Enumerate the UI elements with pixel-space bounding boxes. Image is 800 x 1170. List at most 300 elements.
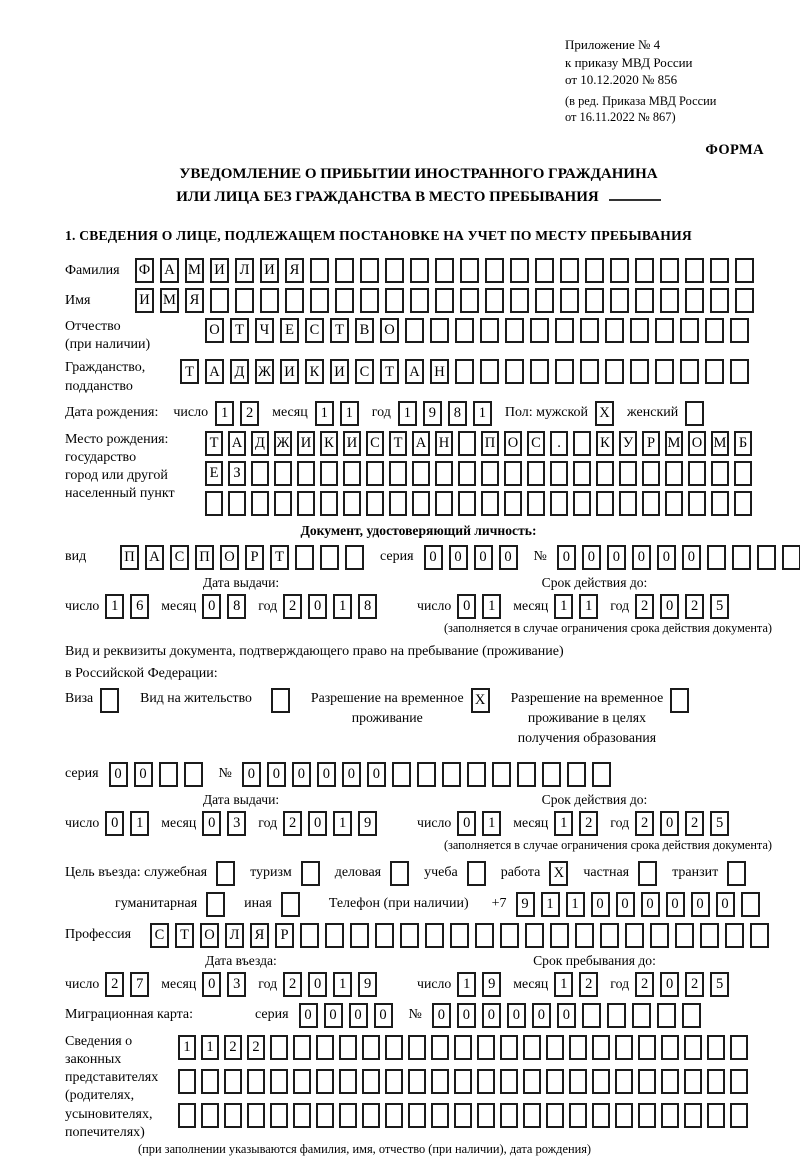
char-cell[interactable]: [610, 288, 629, 313]
char-cell[interactable]: 0: [657, 545, 676, 570]
char-cell[interactable]: 2: [224, 1035, 242, 1060]
char-cell[interactable]: [385, 258, 404, 283]
char-cell[interactable]: 0: [507, 1003, 526, 1028]
char-cell[interactable]: 2: [685, 972, 704, 997]
char-cell[interactable]: [389, 491, 407, 516]
char-cell[interactable]: [596, 461, 614, 486]
char-cell[interactable]: [505, 318, 524, 343]
char-cell[interactable]: Т: [175, 923, 194, 948]
char-cell[interactable]: [550, 923, 569, 948]
char-cell[interactable]: 0: [682, 545, 701, 570]
char-cell[interactable]: [339, 1069, 357, 1094]
char-cell[interactable]: [734, 461, 752, 486]
char-cell[interactable]: 0: [532, 1003, 551, 1028]
char-cell[interactable]: [615, 1103, 633, 1128]
char-cell[interactable]: 1: [473, 401, 492, 426]
char-cell[interactable]: К: [305, 359, 324, 384]
char-cell[interactable]: [454, 1069, 472, 1094]
char-cell[interactable]: [480, 359, 499, 384]
char-cell[interactable]: [201, 1069, 219, 1094]
char-cell[interactable]: [431, 1103, 449, 1128]
char-cell[interactable]: 0: [632, 545, 651, 570]
char-cell[interactable]: [485, 288, 504, 313]
char-cell[interactable]: [661, 1103, 679, 1128]
char-cell[interactable]: Т: [230, 318, 249, 343]
checkbox-cell[interactable]: [670, 688, 689, 713]
char-cell[interactable]: 2: [579, 972, 598, 997]
checkbox-cell[interactable]: [271, 688, 290, 713]
char-cell[interactable]: [235, 288, 254, 313]
char-cell[interactable]: [460, 288, 479, 313]
checkbox-cell[interactable]: [467, 861, 486, 886]
char-cell[interactable]: [592, 1069, 610, 1094]
char-cell[interactable]: 8: [448, 401, 467, 426]
checkbox-cell[interactable]: [281, 892, 300, 917]
checkbox-cell[interactable]: [390, 861, 409, 886]
char-cell[interactable]: [505, 359, 524, 384]
char-cell[interactable]: [705, 359, 724, 384]
char-cell[interactable]: [500, 1103, 518, 1128]
char-cell[interactable]: [615, 1069, 633, 1094]
char-cell[interactable]: Ж: [274, 431, 292, 456]
char-cell[interactable]: [535, 288, 554, 313]
char-cell[interactable]: Т: [389, 431, 407, 456]
char-cell[interactable]: 1: [482, 811, 501, 836]
char-cell[interactable]: 2: [247, 1035, 265, 1060]
char-cell[interactable]: [630, 318, 649, 343]
char-cell[interactable]: [504, 491, 522, 516]
char-cell[interactable]: Е: [280, 318, 299, 343]
char-cell[interactable]: 0: [449, 545, 468, 570]
char-cell[interactable]: М: [185, 258, 204, 283]
char-cell[interactable]: [625, 923, 644, 948]
char-cell[interactable]: 0: [666, 892, 685, 917]
char-cell[interactable]: [680, 359, 699, 384]
char-cell[interactable]: 2: [685, 594, 704, 619]
char-cell[interactable]: 2: [283, 972, 302, 997]
char-cell[interactable]: А: [145, 545, 164, 570]
char-cell[interactable]: [682, 1003, 701, 1028]
char-cell[interactable]: [560, 258, 579, 283]
char-cell[interactable]: [475, 923, 494, 948]
char-cell[interactable]: [385, 288, 404, 313]
char-cell[interactable]: [523, 1035, 541, 1060]
char-cell[interactable]: 0: [299, 1003, 318, 1028]
char-cell[interactable]: И: [135, 288, 154, 313]
char-cell[interactable]: [580, 318, 599, 343]
char-cell[interactable]: [732, 545, 751, 570]
checkbox-cell[interactable]: [216, 861, 235, 886]
char-cell[interactable]: [730, 1069, 748, 1094]
char-cell[interactable]: М: [711, 431, 729, 456]
char-cell[interactable]: [400, 923, 419, 948]
char-cell[interactable]: М: [160, 288, 179, 313]
char-cell[interactable]: [450, 923, 469, 948]
char-cell[interactable]: [500, 1069, 518, 1094]
char-cell[interactable]: [392, 762, 411, 787]
char-cell[interactable]: 0: [716, 892, 735, 917]
char-cell[interactable]: [310, 288, 329, 313]
char-cell[interactable]: 0: [342, 762, 361, 787]
char-cell[interactable]: [316, 1035, 334, 1060]
char-cell[interactable]: [592, 762, 611, 787]
char-cell[interactable]: И: [343, 431, 361, 456]
char-cell[interactable]: З: [228, 461, 246, 486]
char-cell[interactable]: [575, 923, 594, 948]
char-cell[interactable]: П: [120, 545, 139, 570]
char-cell[interactable]: [684, 1103, 702, 1128]
char-cell[interactable]: [605, 359, 624, 384]
char-cell[interactable]: [366, 491, 384, 516]
char-cell[interactable]: [260, 288, 279, 313]
char-cell[interactable]: 7: [130, 972, 149, 997]
char-cell[interactable]: [585, 288, 604, 313]
char-cell[interactable]: [481, 491, 499, 516]
char-cell[interactable]: Р: [245, 545, 264, 570]
char-cell[interactable]: [460, 258, 479, 283]
char-cell[interactable]: [635, 258, 654, 283]
char-cell[interactable]: И: [297, 431, 315, 456]
char-cell[interactable]: 0: [482, 1003, 501, 1028]
char-cell[interactable]: 0: [457, 594, 476, 619]
char-cell[interactable]: [385, 1035, 403, 1060]
char-cell[interactable]: [710, 258, 729, 283]
char-cell[interactable]: [405, 318, 424, 343]
checkbox-cell[interactable]: [100, 688, 119, 713]
char-cell[interactable]: [297, 461, 315, 486]
char-cell[interactable]: [178, 1103, 196, 1128]
checkbox-cell[interactable]: [638, 861, 657, 886]
char-cell[interactable]: [247, 1069, 265, 1094]
char-cell[interactable]: 1: [333, 594, 352, 619]
char-cell[interactable]: [297, 491, 315, 516]
char-cell[interactable]: [251, 461, 269, 486]
char-cell[interactable]: [661, 1035, 679, 1060]
char-cell[interactable]: [228, 491, 246, 516]
char-cell[interactable]: 0: [308, 811, 327, 836]
char-cell[interactable]: [410, 258, 429, 283]
char-cell[interactable]: [442, 762, 461, 787]
char-cell[interactable]: [725, 923, 744, 948]
char-cell[interactable]: [467, 762, 486, 787]
char-cell[interactable]: [300, 923, 319, 948]
char-cell[interactable]: 1: [105, 594, 124, 619]
char-cell[interactable]: [688, 491, 706, 516]
char-cell[interactable]: 2: [240, 401, 259, 426]
char-cell[interactable]: [750, 923, 769, 948]
char-cell[interactable]: [270, 1035, 288, 1060]
char-cell[interactable]: А: [405, 359, 424, 384]
char-cell[interactable]: [425, 923, 444, 948]
char-cell[interactable]: 2: [283, 594, 302, 619]
char-cell[interactable]: 0: [308, 972, 327, 997]
char-cell[interactable]: 5: [710, 811, 729, 836]
char-cell[interactable]: [285, 288, 304, 313]
char-cell[interactable]: Я: [185, 288, 204, 313]
char-cell[interactable]: 0: [202, 972, 221, 997]
char-cell[interactable]: [316, 1103, 334, 1128]
char-cell[interactable]: 1: [482, 594, 501, 619]
char-cell[interactable]: [711, 491, 729, 516]
char-cell[interactable]: [431, 1069, 449, 1094]
char-cell[interactable]: [550, 491, 568, 516]
char-cell[interactable]: Т: [380, 359, 399, 384]
char-cell[interactable]: [710, 288, 729, 313]
char-cell[interactable]: [412, 461, 430, 486]
char-cell[interactable]: [247, 1103, 265, 1128]
char-cell[interactable]: [510, 288, 529, 313]
char-cell[interactable]: 0: [607, 545, 626, 570]
checkbox-cell[interactable]: [206, 892, 225, 917]
char-cell[interactable]: [600, 923, 619, 948]
char-cell[interactable]: [500, 1035, 518, 1060]
char-cell[interactable]: [569, 1069, 587, 1094]
char-cell[interactable]: 9: [358, 972, 377, 997]
char-cell[interactable]: 9: [516, 892, 535, 917]
char-cell[interactable]: [619, 491, 637, 516]
char-cell[interactable]: [675, 923, 694, 948]
char-cell[interactable]: 0: [109, 762, 128, 787]
char-cell[interactable]: [615, 1035, 633, 1060]
char-cell[interactable]: [527, 491, 545, 516]
char-cell[interactable]: 0: [474, 545, 493, 570]
checkbox-cell[interactable]: X: [549, 861, 568, 886]
char-cell[interactable]: [205, 491, 223, 516]
char-cell[interactable]: К: [596, 431, 614, 456]
char-cell[interactable]: [530, 318, 549, 343]
char-cell[interactable]: 0: [660, 811, 679, 836]
char-cell[interactable]: [582, 1003, 601, 1028]
char-cell[interactable]: 1: [201, 1035, 219, 1060]
char-cell[interactable]: [184, 762, 203, 787]
char-cell[interactable]: 9: [482, 972, 501, 997]
char-cell[interactable]: [741, 892, 760, 917]
char-cell[interactable]: [730, 359, 749, 384]
char-cell[interactable]: [360, 258, 379, 283]
char-cell[interactable]: Н: [435, 431, 453, 456]
char-cell[interactable]: 3: [227, 811, 246, 836]
char-cell[interactable]: [555, 318, 574, 343]
char-cell[interactable]: П: [481, 431, 499, 456]
checkbox-cell[interactable]: [727, 861, 746, 886]
char-cell[interactable]: [657, 1003, 676, 1028]
char-cell[interactable]: [650, 923, 669, 948]
char-cell[interactable]: [523, 1103, 541, 1128]
char-cell[interactable]: [546, 1069, 564, 1094]
char-cell[interactable]: И: [260, 258, 279, 283]
char-cell[interactable]: [555, 359, 574, 384]
char-cell[interactable]: [435, 491, 453, 516]
char-cell[interactable]: 0: [591, 892, 610, 917]
char-cell[interactable]: Р: [642, 431, 660, 456]
char-cell[interactable]: Д: [230, 359, 249, 384]
char-cell[interactable]: [431, 1035, 449, 1060]
char-cell[interactable]: [201, 1103, 219, 1128]
char-cell[interactable]: 0: [616, 892, 635, 917]
char-cell[interactable]: [293, 1103, 311, 1128]
char-cell[interactable]: [619, 461, 637, 486]
char-cell[interactable]: [660, 258, 679, 283]
char-cell[interactable]: [408, 1035, 426, 1060]
char-cell[interactable]: Л: [235, 258, 254, 283]
char-cell[interactable]: 9: [358, 811, 377, 836]
char-cell[interactable]: [665, 461, 683, 486]
char-cell[interactable]: Т: [330, 318, 349, 343]
char-cell[interactable]: [707, 545, 726, 570]
char-cell[interactable]: 0: [202, 594, 221, 619]
char-cell[interactable]: 0: [242, 762, 261, 787]
checkbox-cell[interactable]: [301, 861, 320, 886]
char-cell[interactable]: [251, 491, 269, 516]
char-cell[interactable]: [455, 318, 474, 343]
char-cell[interactable]: [454, 1103, 472, 1128]
char-cell[interactable]: В: [355, 318, 374, 343]
char-cell[interactable]: [274, 491, 292, 516]
char-cell[interactable]: [458, 491, 476, 516]
char-cell[interactable]: С: [366, 431, 384, 456]
char-cell[interactable]: [630, 359, 649, 384]
char-cell[interactable]: 3: [227, 972, 246, 997]
char-cell[interactable]: [585, 258, 604, 283]
char-cell[interactable]: [684, 1069, 702, 1094]
char-cell[interactable]: 0: [557, 1003, 576, 1028]
char-cell[interactable]: [665, 491, 683, 516]
char-cell[interactable]: 0: [432, 1003, 451, 1028]
char-cell[interactable]: 0: [324, 1003, 343, 1028]
char-cell[interactable]: [735, 288, 754, 313]
char-cell[interactable]: О: [688, 431, 706, 456]
char-cell[interactable]: [707, 1103, 725, 1128]
char-cell[interactable]: 2: [635, 811, 654, 836]
char-cell[interactable]: И: [330, 359, 349, 384]
char-cell[interactable]: Т: [180, 359, 199, 384]
char-cell[interactable]: [730, 1103, 748, 1128]
char-cell[interactable]: [638, 1035, 656, 1060]
char-cell[interactable]: [500, 923, 519, 948]
char-cell[interactable]: 1: [554, 811, 573, 836]
char-cell[interactable]: О: [200, 923, 219, 948]
char-cell[interactable]: 1: [178, 1035, 196, 1060]
char-cell[interactable]: 0: [267, 762, 286, 787]
char-cell[interactable]: [270, 1069, 288, 1094]
char-cell[interactable]: [270, 1103, 288, 1128]
char-cell[interactable]: 2: [635, 972, 654, 997]
char-cell[interactable]: [569, 1035, 587, 1060]
char-cell[interactable]: [485, 258, 504, 283]
char-cell[interactable]: 0: [660, 594, 679, 619]
char-cell[interactable]: 0: [374, 1003, 393, 1028]
char-cell[interactable]: С: [150, 923, 169, 948]
char-cell[interactable]: [458, 461, 476, 486]
char-cell[interactable]: 0: [317, 762, 336, 787]
char-cell[interactable]: 1: [130, 811, 149, 836]
char-cell[interactable]: [408, 1103, 426, 1128]
char-cell[interactable]: 1: [215, 401, 234, 426]
char-cell[interactable]: А: [205, 359, 224, 384]
char-cell[interactable]: [320, 491, 338, 516]
char-cell[interactable]: [510, 258, 529, 283]
char-cell[interactable]: 8: [358, 594, 377, 619]
char-cell[interactable]: 0: [457, 1003, 476, 1028]
char-cell[interactable]: [310, 258, 329, 283]
char-cell[interactable]: [224, 1103, 242, 1128]
char-cell[interactable]: И: [280, 359, 299, 384]
char-cell[interactable]: 2: [579, 811, 598, 836]
char-cell[interactable]: 5: [710, 594, 729, 619]
char-cell[interactable]: [458, 431, 476, 456]
char-cell[interactable]: [757, 545, 776, 570]
char-cell[interactable]: [316, 1069, 334, 1094]
char-cell[interactable]: [362, 1069, 380, 1094]
char-cell[interactable]: 1: [333, 972, 352, 997]
char-cell[interactable]: [542, 762, 561, 787]
checkbox-cell[interactable]: [685, 401, 704, 426]
char-cell[interactable]: О: [205, 318, 224, 343]
char-cell[interactable]: [339, 1035, 357, 1060]
char-cell[interactable]: 2: [685, 811, 704, 836]
char-cell[interactable]: 0: [641, 892, 660, 917]
char-cell[interactable]: [320, 545, 339, 570]
char-cell[interactable]: 8: [227, 594, 246, 619]
char-cell[interactable]: 1: [579, 594, 598, 619]
char-cell[interactable]: 0: [134, 762, 153, 787]
char-cell[interactable]: Б: [734, 431, 752, 456]
char-cell[interactable]: [638, 1069, 656, 1094]
char-cell[interactable]: 1: [566, 892, 585, 917]
char-cell[interactable]: [569, 1103, 587, 1128]
char-cell[interactable]: А: [228, 431, 246, 456]
char-cell[interactable]: [435, 461, 453, 486]
char-cell[interactable]: 0: [349, 1003, 368, 1028]
char-cell[interactable]: [688, 461, 706, 486]
char-cell[interactable]: [389, 461, 407, 486]
char-cell[interactable]: [343, 491, 361, 516]
char-cell[interactable]: 0: [557, 545, 576, 570]
char-cell[interactable]: [530, 359, 549, 384]
char-cell[interactable]: [527, 461, 545, 486]
char-cell[interactable]: Ф: [135, 258, 154, 283]
char-cell[interactable]: 1: [554, 972, 573, 997]
char-cell[interactable]: [412, 491, 430, 516]
char-cell[interactable]: [525, 923, 544, 948]
char-cell[interactable]: [660, 288, 679, 313]
char-cell[interactable]: 1: [333, 811, 352, 836]
char-cell[interactable]: [607, 1003, 626, 1028]
char-cell[interactable]: М: [665, 431, 683, 456]
char-cell[interactable]: [596, 491, 614, 516]
char-cell[interactable]: 0: [292, 762, 311, 787]
char-cell[interactable]: [711, 461, 729, 486]
char-cell[interactable]: [293, 1035, 311, 1060]
char-cell[interactable]: [550, 461, 568, 486]
char-cell[interactable]: 1: [315, 401, 334, 426]
char-cell[interactable]: [573, 461, 591, 486]
char-cell[interactable]: Ч: [255, 318, 274, 343]
char-cell[interactable]: [366, 461, 384, 486]
char-cell[interactable]: [408, 1069, 426, 1094]
char-cell[interactable]: 0: [424, 545, 443, 570]
char-cell[interactable]: [684, 1035, 702, 1060]
char-cell[interactable]: О: [504, 431, 522, 456]
char-cell[interactable]: 6: [130, 594, 149, 619]
char-cell[interactable]: Т: [205, 431, 223, 456]
char-cell[interactable]: [580, 359, 599, 384]
char-cell[interactable]: 0: [660, 972, 679, 997]
char-cell[interactable]: [224, 1069, 242, 1094]
char-cell[interactable]: 9: [423, 401, 442, 426]
char-cell[interactable]: 0: [105, 811, 124, 836]
char-cell[interactable]: С: [305, 318, 324, 343]
